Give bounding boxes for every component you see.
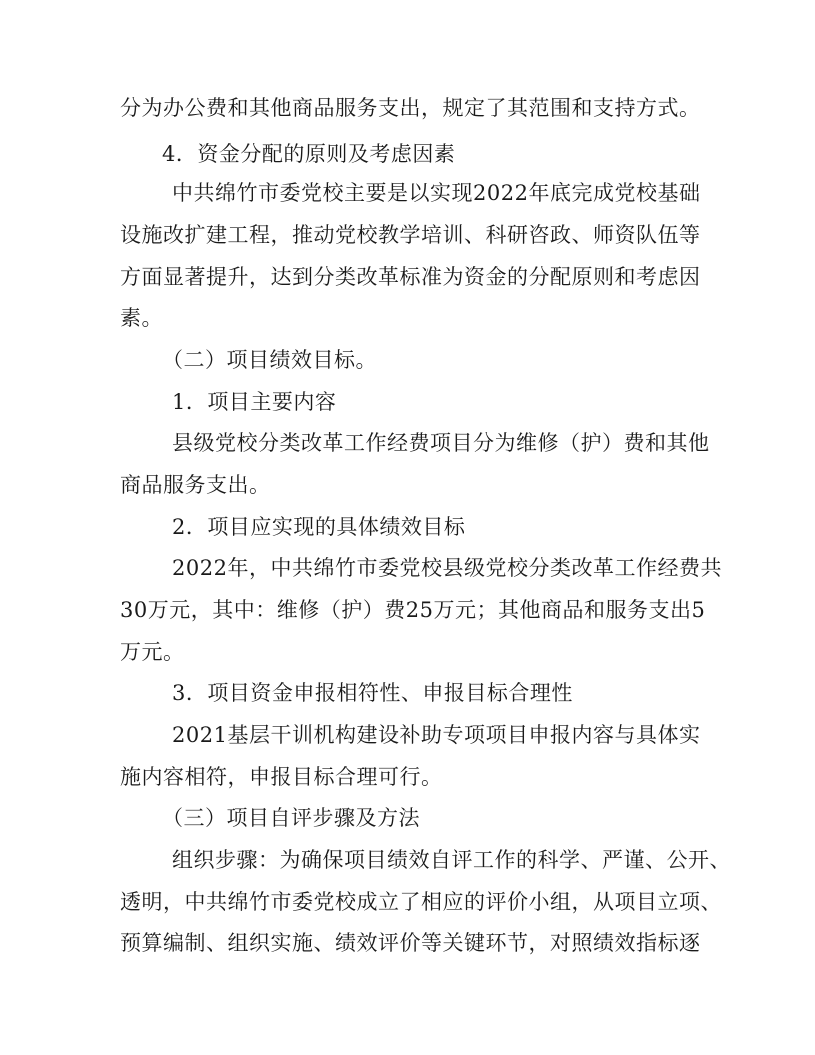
text-line-9: 县级党校分类改革工作经费项目分为维修（护）费和其他	[172, 431, 710, 455]
text-line-16: 2021基层干训机构建设补助专项项目申报内容与具体实	[172, 723, 701, 747]
text-line-3: 中共绵竹市委党校主要是以实现2022年底完成党校基础	[172, 181, 701, 205]
section-heading-3: （三）项目自评步骤及方法	[162, 806, 420, 830]
text-line-4: 设施改扩建工程，推动党校教学培训、科研咨政、师资队伍等	[120, 223, 701, 247]
text-line-2: 4．资金分配的原则及考虑因素	[162, 142, 456, 166]
text-line-15: 3．项目资金申报相符性、申报目标合理性	[172, 681, 573, 705]
text-line-10: 商品服务支出。	[120, 473, 271, 497]
text-line-13: 30万元，其中：维修（护）费25万元；其他商品和服务支出5	[120, 598, 706, 622]
text-line-20: 透明，中共绵竹市委党校成立了相应的评价小组，从项目立项、	[120, 890, 722, 914]
text-line-1: 分为办公费和其他商品服务支出，规定了其范围和支持方式。	[120, 96, 701, 120]
text-line-19: 组织步骤：为确保项目绩效自评工作的科学、严谨、公开、	[172, 848, 731, 872]
text-line-12: 2022年，中共绵竹市委党校县级党校分类改革工作经费共	[172, 556, 722, 580]
text-line-5: 方面显著提升，达到分类改革标准为资金的分配原则和考虑因	[120, 265, 701, 289]
text-line-21: 预算编制、组织实施、绩效评价等关键环节，对照绩效指标逐	[120, 931, 701, 955]
text-line-14: 万元。	[120, 640, 185, 664]
text-line-6: 素。	[120, 306, 163, 330]
text-line-11: 2．项目应实现的具体绩效目标	[172, 515, 466, 539]
text-line-17: 施内容相符，申报目标合理可行。	[120, 765, 443, 789]
text-line-8: 1．项目主要内容	[172, 390, 337, 414]
section-heading-2: （二）项目绩效目标。	[162, 348, 377, 372]
